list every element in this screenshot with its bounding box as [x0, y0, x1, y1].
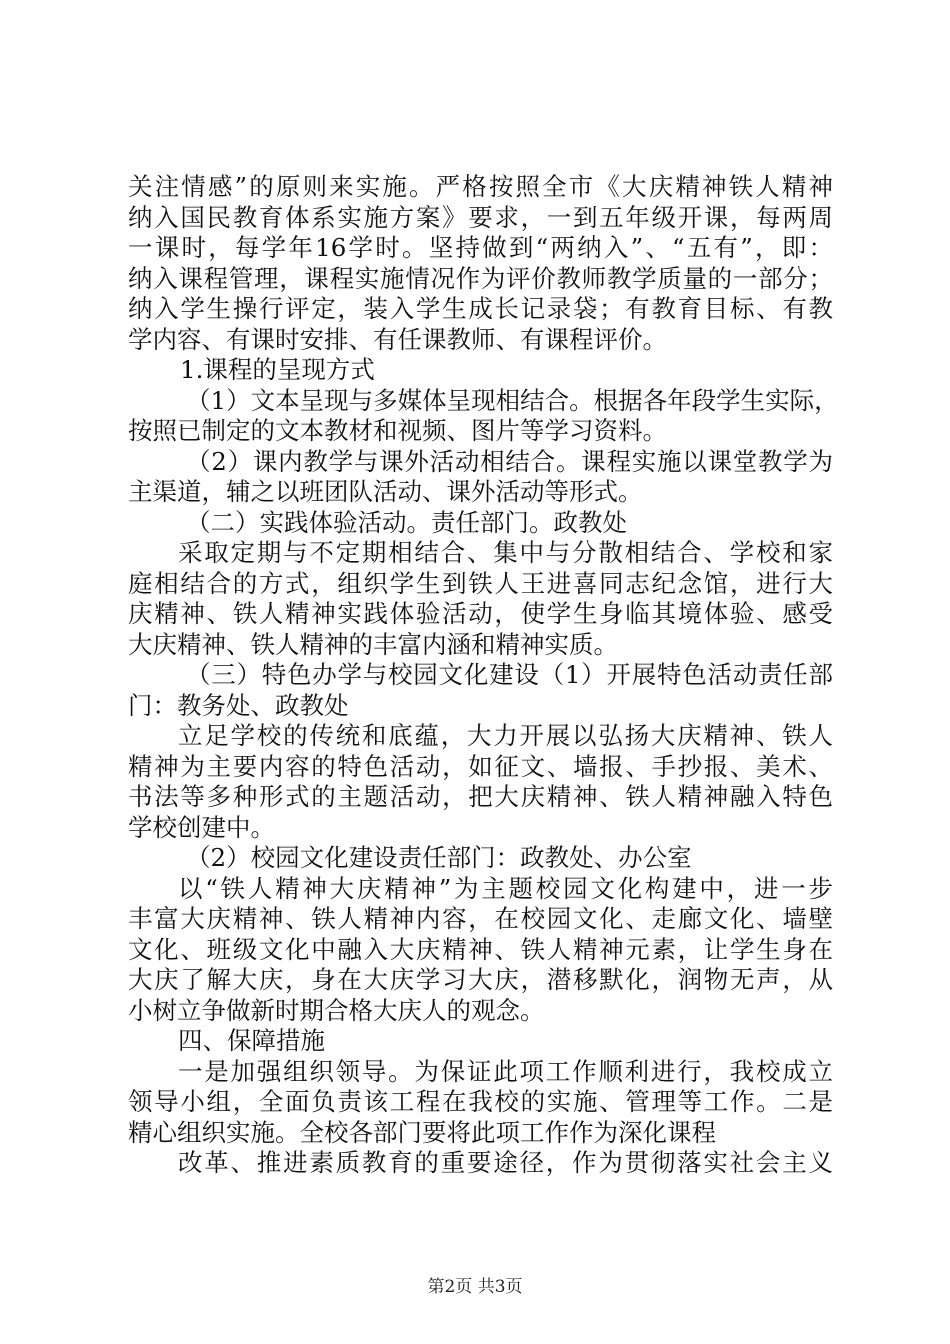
body-text-line: 大庆了解大庆，身在大庆学习大庆，潜移默化，润物无声，从 — [128, 965, 833, 994]
page-number-footer: 第2页 共3页 — [427, 1277, 523, 1297]
body-text-line: 大庆精神、铁人精神的丰富内涵和精神实质。 — [128, 629, 618, 659]
body-text-line: 书法等多种形式的主题活动，把大庆精神、铁人精神融入特色 — [128, 782, 833, 811]
body-text-line: 采取定期与不定期相结合、集中与分散相结合、学校和家 — [178, 538, 833, 567]
body-text-line: 精心组织实施。全校各部门要将此项工作作为深化课程 — [128, 1117, 716, 1147]
body-text-line: 纳入课程管理，课程实施情况作为评价教师教学质量的一部分； — [128, 263, 833, 293]
body-text-line: 丰富大庆精神、铁人精神内容，在校园文化、走廊文化、墙壁 — [128, 904, 833, 933]
section-heading: 四、保障措施 — [178, 1026, 325, 1055]
body-text-line: 庭相结合的方式，组织学生到铁人王进喜同志纪念馆，进行大 — [128, 568, 833, 598]
body-text-line: 精神为主要内容的特色活动，如征文、墙报、手抄报、美术、 — [128, 751, 833, 781]
body-text-line: 文化、班级文化中融入大庆精神、铁人精神元素，让学生身在 — [128, 934, 833, 964]
body-text-line: 按照已制定的文本教材和视频、图片等学习资料。 — [128, 416, 667, 445]
section-heading: （2）校园文化建设责任部门：政教处、办公室 — [186, 843, 692, 872]
body-text-line: 门：教务处、政教处 — [128, 690, 349, 720]
body-text-line: 以“铁人精神大庆精神”为主题校园文化构建中，进一步 — [178, 873, 833, 903]
body-text-line: 小树立争做新时期合格大庆人的观念。 — [128, 995, 545, 1025]
body-text-line: 立足学校的传统和底蕴，大力开展以弘扬大庆精神、铁人 — [178, 721, 833, 750]
body-text-line: 主渠道，辅之以班团队活动、课外活动等形式。 — [128, 477, 643, 506]
section-heading: （二）实践体验活动。责任部门。政教处 — [186, 507, 627, 537]
body-text-line: 改革、推进素质教育的重要途径，作为贯彻落实社会主义 — [178, 1148, 833, 1177]
document-body — [128, 172, 839, 1179]
body-text-line: （1）文本呈现与多媒体呈现相结合。根据各年段学生实际， — [186, 385, 839, 415]
body-text-line: 纳入国民教育体系实施方案》要求，一到五年级开课，每两周 — [128, 202, 833, 232]
body-text-line: 学内容、有课时安排、有任课教师、有课程评价。 — [128, 324, 667, 354]
body-text-line: 一课时，每学年16学时。坚持做到“两纳入”、“五有”，即： — [128, 233, 833, 262]
body-text-line: 关注情感”的原则来实施。严格按照全市《大庆精神铁人精神 — [128, 172, 833, 201]
section-heading: 1.课程的呈现方式 — [180, 355, 375, 384]
section-heading: （三）特色办学与校园文化建设（1）开展特色活动责任部 — [186, 660, 833, 689]
body-text-line: 学校创建中。 — [128, 812, 275, 842]
body-text-line: 庆精神、铁人精神实践体验活动，使学生身临其境体验、感受 — [128, 599, 833, 628]
body-text-line: 一是加强组织领导。为保证此项工作顺利进行，我校成立 — [178, 1056, 833, 1086]
body-text-line: 纳入学生操行评定，装入学生成长记录袋；有教育目标、有教 — [128, 294, 833, 323]
body-text-line: （2）课内教学与课外活动相结合。课程实施以课堂教学为 — [186, 446, 833, 476]
body-text-line: 领导小组，全面负责该工程在我校的实施、管理等工作。二是 — [128, 1087, 833, 1116]
